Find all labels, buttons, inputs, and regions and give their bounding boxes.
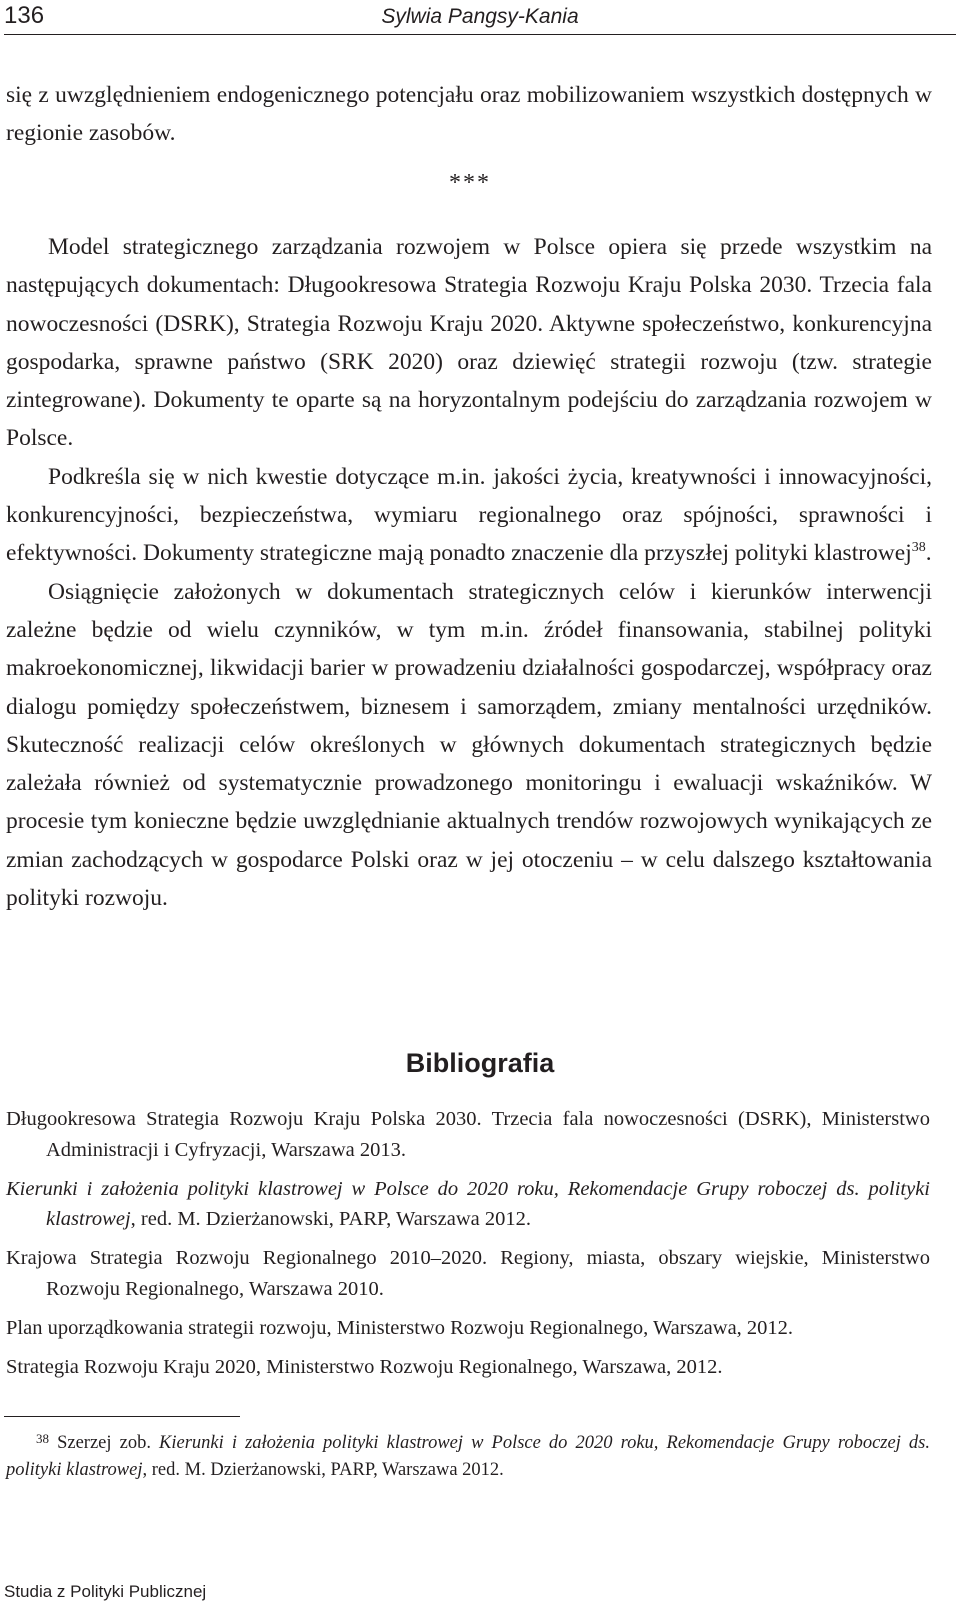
bibliography-entry: Długookresowa Strategia Rozwoju Kraju Polska 2030. Trzecia fala nowoczesności (DSRK), Ministerstwo Administracji i Cyfryzacji, Warszawa 2013. [6,1108,930,1161]
continuation-paragraph [6,76,932,153]
paragraph-1: Model strategicznego zarządzania rozwojem w Polsce opiera się przede wszystkim na następujących dokumentach: Długookresowa Strategia Rozwoju Kraju Polska 2030. Trzecia fala nowoczesności (DSRK), Strategia Rozwoju Kraju 2020. Aktywne społeczeństwo, konkurencyjna gospodarka, sprawne państwo (SRK 2020) oraz dziewięć strategii rozwoju (tzw. strategie zintegrowane). Dokumenty te oparte są na horyzontalnym podejściu do zarządzania rozwojem w Polsce. [6,234,932,452]
bibliography-list [6,1104,930,1391]
paragraph-2-text: Podkreśla się w nich kwestie dotyczące m.in. jakości życia, kreatywności i innowacyjności, konkurencyjności, bezpieczeństwa, wymiaru regionalnego oraz spójności, sprawności i efektywności. Dokumenty strategiczne mają ponadto znaczenie dla przyszłej polityki klastrowej [6,463,932,567]
paragraph-3: Osiągnięcie założonych w dokumentach strategicznych celów i kierunków interwencji zależne będzie od wielu czynników, w tym m.in. źródeł finansowania, stabilnej polityki makroekonomicznej, likwidacji barier w prowadzeniu działalności gospodarczej, współpracy oraz dialogu pomiędzy społeczeństwem, biznesem i samorządem, zmiany mentalności urzędników. Skuteczność realizacji celów określonych w głównych dokumentach strategicznych będzie zależała również od systematycznie prowadzonego monitoringu i ewaluacji wskaźników. W procesie tym konieczne będzie uwzględnianie aktualnych trendów rozwojowych wynikających ze zmian zachodzących w gospodarce Polski oraz w jej otoczeniu – w celu dalszego kształtowania polityki rozwoju. [6,578,932,912]
running-head-author: Sylwia Pangsy-Kania [381,5,579,28]
bibliography-entry-title: Kierunki i założenia polityki klastrowej w Polsce do 2020 roku, Rekomendacje Grupy roboczej ds. polityki klastrowej [6,1177,930,1230]
header-rule [4,34,956,35]
section-separator: *** [449,170,491,196]
footer-journal-title: Studia z Polityki Publicznej [4,1582,207,1601]
bibliography-entry: Strategia Rozwoju Kraju 2020, Ministerstwo Rozwoju Regionalnego, Warszawa, 2012. [6,1355,723,1378]
footnote-rule [4,1416,240,1417]
footnote-details: , red. M. Dzierżanowski, PARP, Warszawa 2012. [142,1460,504,1480]
bibliography-entry-details: , red. M. Dzierżanowski, PARP, Warszawa 2012. [130,1208,531,1230]
main-text [6,228,932,917]
footnote-title: Kierunki i założenia polityki klastrowej w Polsce do 2020 roku, Rekomendacje Grupy roboczej ds. polityki klastrowej [6,1433,930,1480]
paragraph-2-end: . [925,540,932,567]
continuation-text: się z uwzględnieniem endogenicznego potencjału oraz mobilizowaniem wszystkich dostępnych w regionie zasobów. [6,82,932,147]
page-number: 136 [4,2,45,29]
bibliography-entry: Plan uporządkowania strategii rozwoju, Ministerstwo Rozwoju Regionalnego, Warszawa, 2012. [6,1316,794,1339]
footnote [6,1430,930,1484]
bibliography-entry: Krajowa Strategia Rozwoju Regionalnego 2010–2020. Regiony, miasta, obszary wiejskie, Ministerstwo Rozwoju Regionalnego, Warszawa 2010. [6,1247,930,1300]
bibliography-heading: Bibliografia [405,1048,555,1078]
paragraph-2 [6,458,932,573]
footnote-reference[interactable]: 38 [911,540,926,556]
footnote-number: 38 [36,1431,49,1446]
footnote-lead: Szerzej zob. [49,1433,160,1453]
bibliography-entry [6,1174,930,1235]
